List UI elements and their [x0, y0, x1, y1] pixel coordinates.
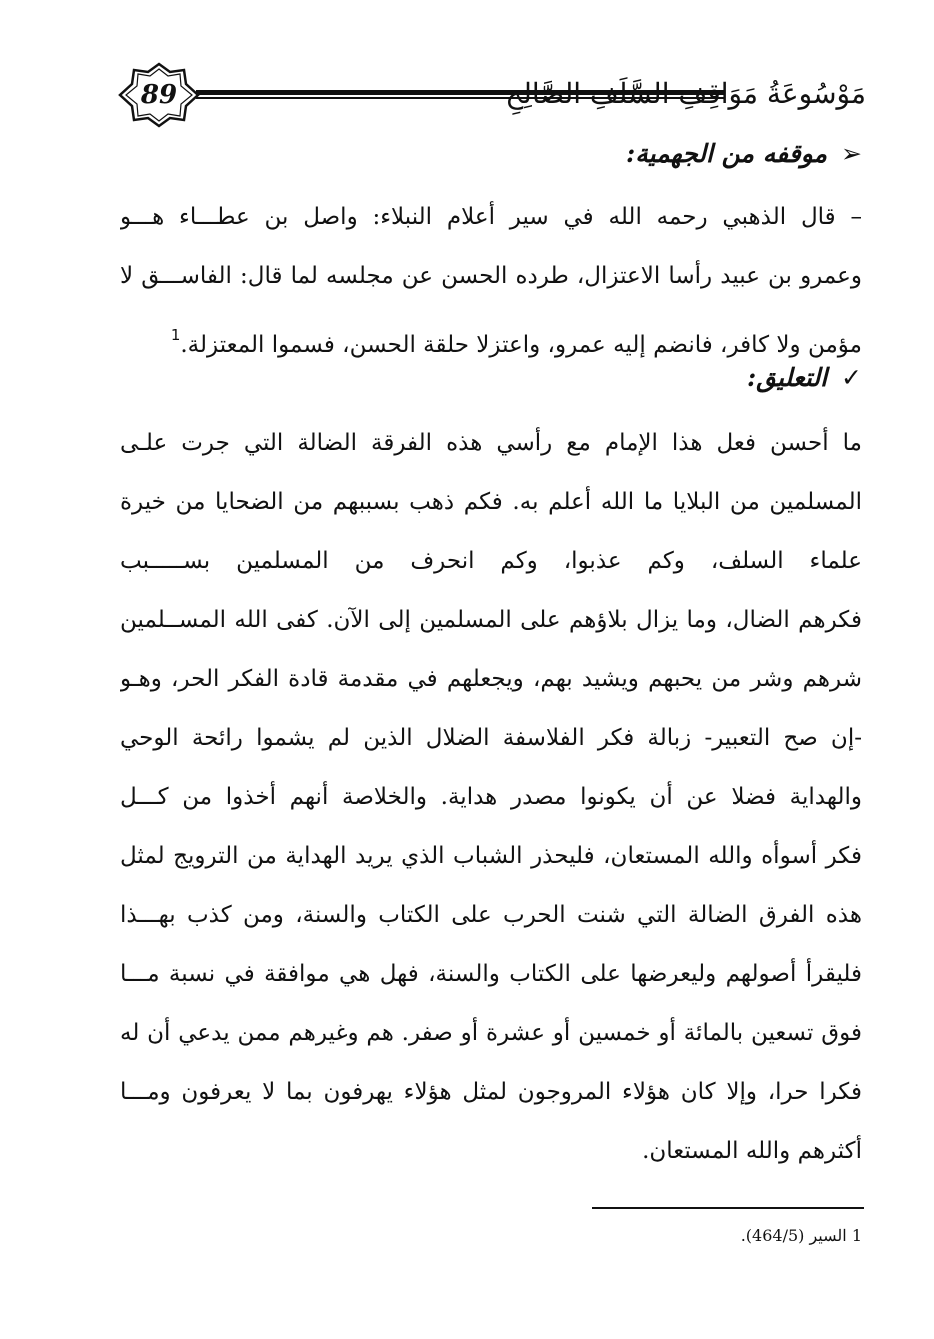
text-line: فليقرأ أصولهم وليعرضها على الكتاب والسنة، فهل هي موافقة في نسبة مـــا: [120, 961, 862, 987]
text-line: والهداية فضلا عن أن يكونوا مصدر هداية. والخلاصة أنهم أخذوا من كـــل: [120, 784, 862, 810]
heading-text: موقفه من الجهمية:: [626, 139, 828, 168]
series-title: مَوْسُوعَةُ مَوَاقِفِ السَّلَفِ الصَّالِحِ: [505, 77, 866, 110]
page-header: [118, 62, 866, 128]
text-line: – قال الذهبي رحمه الله في سير أعلام النبلاء: واصل بن عطـــاء هـــو: [120, 204, 862, 230]
arrow-bullet-icon: ➢: [841, 139, 862, 168]
section-heading-jahmiyya: [182, 134, 862, 174]
heading-text: التعليق:: [746, 363, 828, 392]
text-line: وعمرو بن عبيد رأسا الاعتزال، طرده الحسن عن مجلسه لما قال: الفاســـق لا: [120, 263, 862, 289]
page-number: 89: [140, 80, 178, 110]
text-line: [120, 306, 862, 365]
page-number-badge: [118, 62, 200, 128]
text-line-content: مؤمن ولا كافر، فانضم إليه عمرو، واعتزلا حلقة الحسن، فسموا المعتزلة.: [180, 332, 862, 358]
text-line: فوق تسعين بالمائة أو خمسين أو عشرة أو صفر. هم وغيرهم ممن يدعي أن له: [120, 1020, 862, 1046]
section-heading-comment: [182, 358, 862, 398]
text-line: شرهم وشر من يحبهم ويشيد بهم، ويجعلهم في مقدمة قادة الفكر الحر، وهـو: [120, 666, 862, 692]
text-line: فكر أسوأه والله المستعان، فليحذر الشباب الذي يريد الهداية من الترويج لمثل: [120, 843, 862, 869]
paragraph-commentary: [120, 414, 862, 1181]
text-line: المسلمين من البلايا ما الله أعلم به. فكم ذهب بسببهم من الضحايا من خيرة: [120, 489, 862, 515]
paragraph-quote: [120, 188, 862, 365]
footnote: 1 السير (464/5).: [740, 1226, 862, 1245]
text-line: هذه الفرق الضالة التي شنت الحرب على الكتاب والسنة، ومن كذب بهـــذا: [120, 902, 862, 928]
text-line: فكرهم الضال، وما يزال بلاؤهم على المسلمين إلى الآن. كفى الله المســلمين: [120, 607, 862, 633]
footnote-reference: 1: [170, 326, 181, 344]
text-line: -إن صح التعبير- زبالة فكر الفلاسفة الضلال الذين لم يشموا رائحة الوحي: [120, 725, 862, 751]
text-line: أكثرهم والله المستعان.: [642, 1138, 862, 1164]
text-line: فكرا حرا، وإلا كان هؤلاء المروجون لمثل هؤلاء يهرفون بما لا يعرفون ومـــا: [120, 1079, 862, 1105]
text-line: علماء السلف، وكم عذبوا، وكم انحرف من المسلمين بســـــبب: [120, 548, 862, 574]
text-line: ما أحسن فعل هذا الإمام مع رأسي هذه الفرقة الضالة التي جرت علـى: [120, 430, 862, 456]
checkmark-bullet-icon: ✓: [841, 363, 862, 392]
footnote-divider: [592, 1207, 864, 1209]
